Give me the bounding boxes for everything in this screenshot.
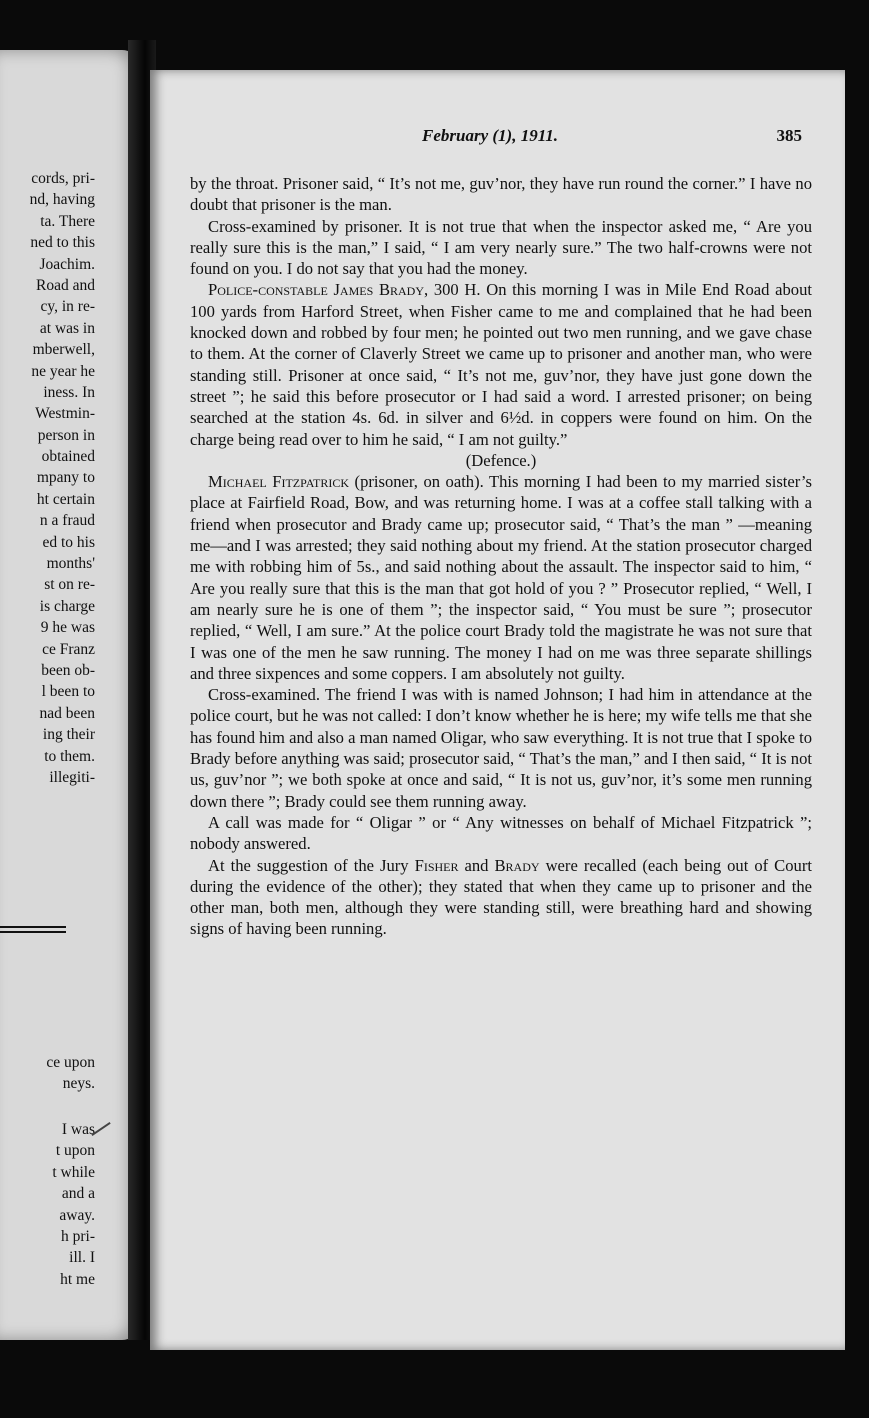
previous-page-line: ce Franz <box>42 640 95 658</box>
defendant-text: (prisoner, on oath). This morning I had been to my married sister’s place at Fairfield Road, Bow, and was returning home. I was at a coffee stall talking with a friend when prosecutor and Brady came up; prosecutor said, “ That’s the man ” —meaning me—and I was arrested; they said nothing about my friend. At the station prosecutor charged me with robbing him of 5s., and said nothing about the assault. The inspector said to him, “ Are you really sure that this is the man that got hold of you ? ” Prosecutor replied, “ Well, I am nearly sure he is one of them ”; the inspector said, “ You must be sure ”; prosecutor replied, “ Well, I am sure.” At the police court Brady told the magistrate he was not sure that I was one of the men he saw running. The money I had on me was three separate shillings and three sixpences and some coppers. I am absolutely not guilty. <box>190 472 812 683</box>
witness-text: On this morning I was in Mile End Road about 100 yards from Harford Street, when Fisher came to me and complained that he had been knocked down and robbed by four men; he pointed out two men running, and we gave chase to them. At the corner of Claverly Street we came up to prisoner and another man, who were standing still. Prisoner at once said, “ It’s not me, guv’nor, they have just gone down the street ”; he said this before prosecutor or I had said a word. I arrested prisoner; on being searched at the station 4s. 6d. in silver and 6½d. in coppers were found on him. On the charge being read over to him he said, “ I am not guilty.” <box>190 280 812 449</box>
previous-page-line: 9 he was <box>40 619 95 637</box>
previous-page-line: cy, in re- <box>40 298 95 316</box>
previous-page-line: been ob- <box>41 661 95 679</box>
previous-page-line: ned to this <box>30 234 95 252</box>
previous-page-line: mpany to <box>36 469 95 487</box>
previous-page-line: away. <box>59 1206 95 1224</box>
previous-page-line: ht me <box>60 1270 95 1288</box>
paragraph-recall <box>190 855 812 940</box>
running-header <box>422 126 812 146</box>
previous-page-line: ht certain <box>36 490 95 508</box>
page-body <box>190 173 812 940</box>
recall-text-and: and <box>458 855 495 875</box>
previous-page-line: Westmin- <box>35 405 95 423</box>
previous-page-line: I was <box>61 1121 95 1138</box>
previous-page-line: t while <box>52 1163 95 1181</box>
paragraph-cross-examination: Cross-examined by prisoner. It is not true that when the inspector asked me, “ Are you really sure this is the man,” I said, “ I am very nearly sure.” The two half-crowns were not found on you. I do not say that you had the money. <box>190 216 812 279</box>
previous-page-line: l been to <box>41 683 95 701</box>
previous-page-line: ill. I <box>69 1249 95 1267</box>
previous-page-line: nad been <box>39 704 95 722</box>
section-heading: (Defence.) <box>465 450 537 470</box>
paragraph-defendant-cross-examination: Cross-examined. The friend I was with is named Johnson; I had him in attendance at the police court, but he was not called: I don’t know whether he is here; my wife tells me that she has found him and also a man named Oligar, who saw everything. It is not true that I spoke to Brady before anything was said; prosecutor said, “ That’s the man,” and I then said, “ It is not us, guv’nor ”; we both spoke at once and said, “ It is not us, guv’nor, it’s some men running down there ”; Brady could see them running away. <box>190 685 812 811</box>
previous-page-line: obtained <box>41 448 95 466</box>
paragraph-brady-evidence <box>190 279 812 449</box>
previous-page-line: to them. <box>44 747 95 765</box>
previous-page-line: Joachim. <box>39 255 95 273</box>
previous-page-text-middle <box>0 1052 95 1095</box>
previous-page-line: illegiti- <box>49 768 95 786</box>
previous-page-line: ing their <box>42 726 95 744</box>
previous-page-line: at was in <box>39 319 95 337</box>
previous-page-line: ta. There <box>40 212 95 230</box>
previous-page-line: and a <box>61 1185 95 1203</box>
paragraph-witness-call: A call was made for “ Oligar ” or “ Any witnesses on behalf of Michael Fitzpatrick ”; nobody answered. <box>190 812 812 854</box>
previous-page-fragment <box>0 50 140 1340</box>
previous-page-line: mberwell, <box>32 341 95 359</box>
previous-page-line: iness. In <box>43 383 95 401</box>
previous-page-line: is charge <box>39 597 95 615</box>
previous-page-line: h pri- <box>60 1227 95 1245</box>
previous-page-line: ne year he <box>31 362 95 380</box>
previous-page-line: t upon <box>55 1142 95 1160</box>
previous-page-text-lower <box>0 1119 95 1290</box>
previous-page-line: st on re- <box>44 576 95 594</box>
previous-page-line: months' <box>46 555 95 573</box>
header-date: February (1), 1911. <box>422 126 558 145</box>
previous-page-line: cords, pri- <box>31 170 95 187</box>
paragraph-continuation: by the throat. Prisoner said, “ It’s not me, guv’nor, they have run round the corner.” I have no doubt that prisoner is the man. <box>190 174 812 215</box>
page-number: 385 <box>776 126 802 145</box>
previous-page-line: Road and <box>36 276 95 294</box>
previous-page-text-upper <box>0 168 95 788</box>
paragraph-defence <box>190 471 812 684</box>
previous-page-line: neys. <box>62 1075 95 1093</box>
page <box>150 70 845 1350</box>
recall-name-brady: Brady <box>494 855 540 875</box>
recall-text-b: were recalled (each being out of Court during the evidence of the other); they stated that when they came up to prisoner and the other man, both men, although they were standing still, were breathing hard and showing signs of having been running. <box>190 855 812 939</box>
previous-page-line: ed to his <box>42 533 95 551</box>
previous-page-line: ce upon <box>46 1054 95 1071</box>
witness-name: Police-constable James Brady, 300 H. <box>208 280 481 300</box>
section-rule <box>0 926 66 928</box>
previous-page-line: n a fraud <box>39 512 95 530</box>
defendant-name: Michael Fitzpatrick <box>208 472 350 492</box>
recall-name-fisher: Fisher <box>414 855 459 875</box>
previous-page-line: person in <box>37 426 95 444</box>
recall-text-a: At the suggestion of the Jury <box>208 855 415 875</box>
previous-page-line: nd, having <box>29 191 95 209</box>
